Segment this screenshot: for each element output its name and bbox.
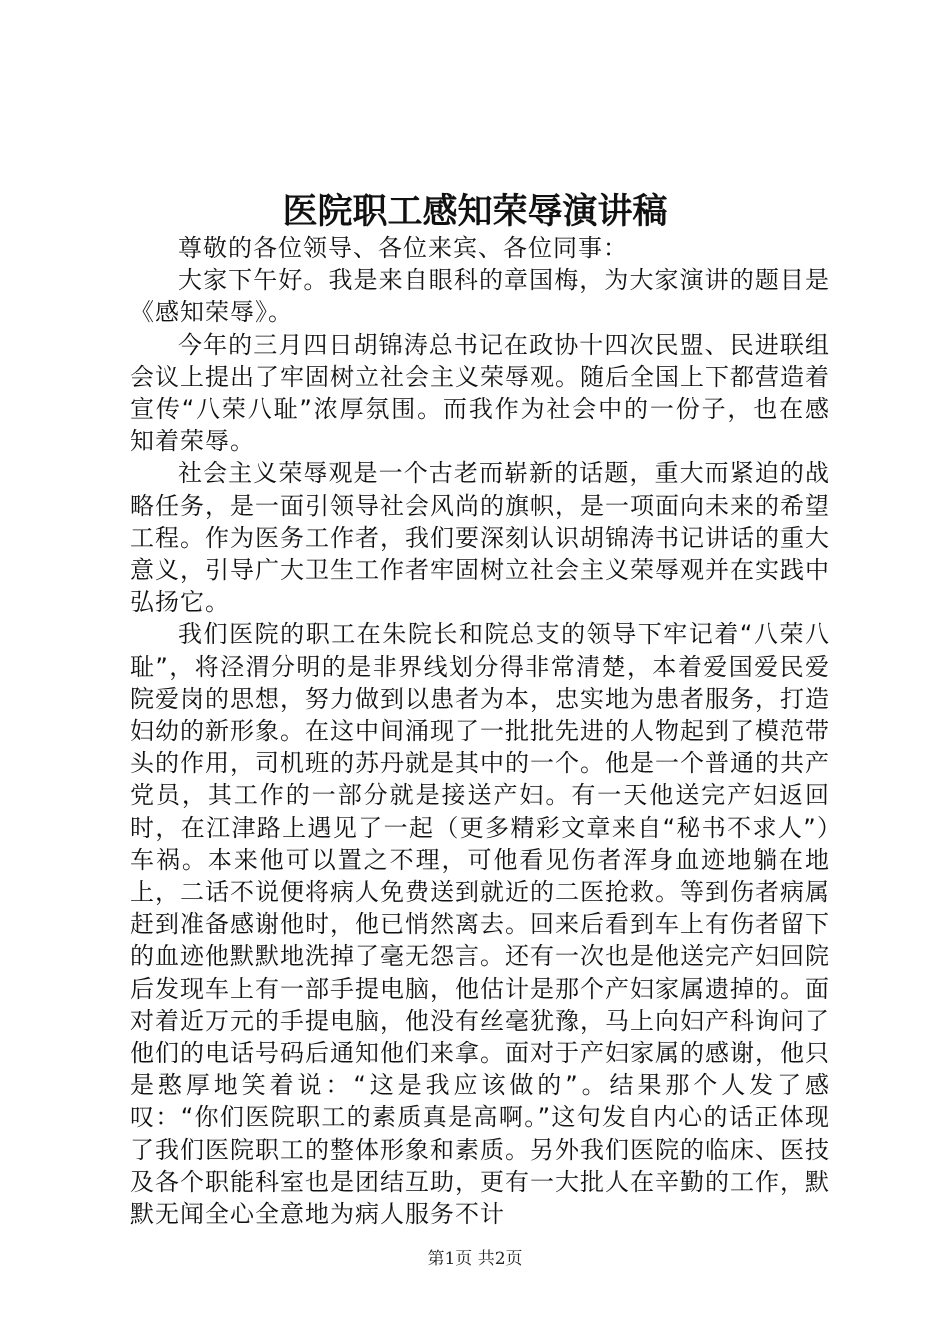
- paragraph-examples: 我们医院的职工在朱院长和院总支的领导下牢记着“八荣八耻”，将泾渭分明的是非界线划分得非常清楚，本着爱国爱民爱院爱岗的思想，努力做到以患者为本，忠实地为患者服务，打造妇幼的新形象。在这中间涌现了一批批先进的人物起到了模范带头的作用，司机班的苏丹就是其中的一个。他是一个普通的共产党员，其工作的一部分就是接送产妇。有一天他送完产妇返回时，在江津路上遇见了一起（更多精彩文章来自“秘书不求人”）车祸。本来他可以置之不理，可他看见伤者浑身血迹地躺在地上，二话不说便将病人免费送到就近的二医抢救。等到伤者病属赶到准备感谢他时，他已悄然离去。回来后看到车上有伤者留下的血迹他默默地洗掉了毫无怨言。还有一次也是他送完产妇回院后发现车上有一部手提电脑，他估计是那个产妇家属遗掉的。面对着近万元的手提电脑，他没有丝毫犹豫，马上向妇产科询问了他们的电话号码后通知他们来拿。面对于产妇家属的感谢，他只是憨厚地笑着说：“这是我应该做的”。结果那个人发了感叹：“你们医院职工的素质真是高啊。”这句发自内心的话正体现了我们医院职工的整体形象和素质。另外我们医院的临床、医技及各个职能科室也是团结互助，更有一大批人在辛勤的工作，默默无闻全心全意地为病人服务不计: [130, 620, 830, 1229]
- document-body: [130, 232, 830, 1230]
- paragraph-salutation: 尊敬的各位领导、各位来宾、各位同事：: [178, 234, 628, 262]
- page-footer: 第1页 共2页: [427, 1249, 523, 1269]
- document-title: 医院职工感知荣辱演讲稿: [282, 191, 668, 232]
- paragraph-background: 今年的三月四日胡锦涛总书记在政协十四次民盟、民进联组会议上提出了牢固树立社会主义荣辱观。随后全国上下都营造着宣传“八荣八耻”浓厚氛围。而我作为社会中的一份子，也在感知着荣辱。: [130, 330, 830, 456]
- paragraph-significance: 社会主义荣辱观是一个古老而崭新的话题，重大而紧迫的战略任务，是一面引领导社会风尚的旗帜，是一项面向未来的希望工程。作为医务工作者，我们要深刻认识胡锦涛书记讲话的重大意义，引导广大卫生工作者牢固树立社会主义荣辱观并在实践中弘扬它。: [130, 459, 830, 617]
- paragraph-greeting: 大家下午好。我是来自眼科的章国梅，为大家演讲的题目是《感知荣辱》。: [130, 266, 830, 327]
